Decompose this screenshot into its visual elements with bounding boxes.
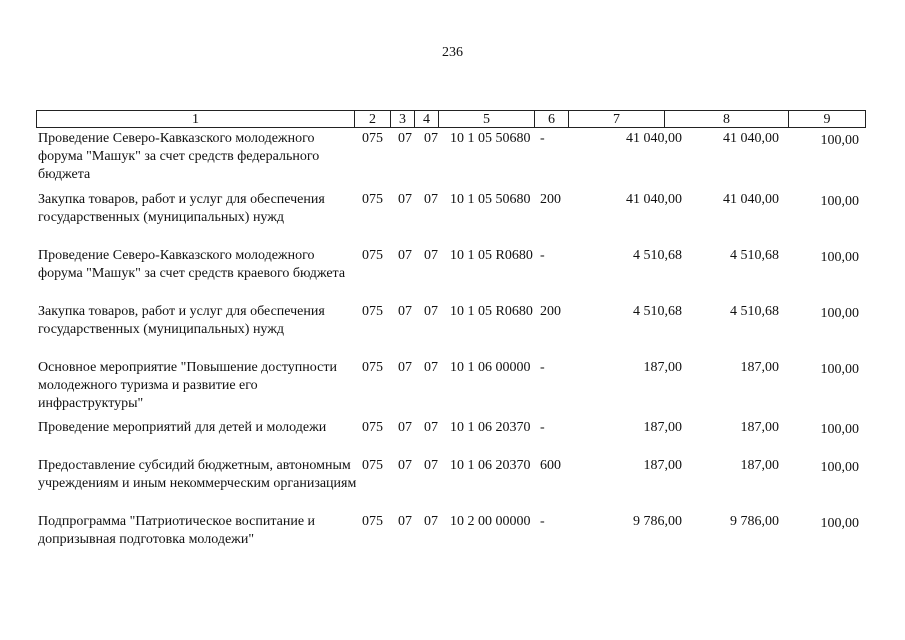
row-col-4: 07 bbox=[424, 304, 438, 319]
row-col-9: 100,00 bbox=[820, 306, 859, 321]
row-col-7: 41 040,00 bbox=[626, 131, 682, 146]
row-name: Проведение Северо-Кавказского молодежного форума "Машук" за счет средств краевого бюджета bbox=[38, 248, 346, 281]
row-col-3: 07 bbox=[398, 458, 412, 473]
header-col-5: 5 bbox=[439, 111, 535, 127]
row-col-6: - bbox=[540, 420, 545, 435]
row-col-4: 07 bbox=[424, 192, 438, 207]
row-col-5: 10 1 06 20370 bbox=[450, 458, 531, 473]
header-col-1: 1 bbox=[37, 111, 355, 127]
row-col-4: 07 bbox=[424, 420, 438, 435]
row-col-9: 100,00 bbox=[820, 460, 859, 475]
row-col-5: 10 1 05 R0680 bbox=[450, 304, 533, 319]
row-col-7: 187,00 bbox=[643, 360, 682, 375]
row-col-6: - bbox=[540, 514, 545, 529]
row-col-4: 07 bbox=[424, 458, 438, 473]
row-col-8: 187,00 bbox=[740, 420, 779, 435]
row-col-3: 07 bbox=[398, 304, 412, 319]
row-col-5: 10 1 06 20370 bbox=[450, 420, 531, 435]
row-col-6: 200 bbox=[540, 304, 561, 319]
row-name: Основное мероприятие "Повышение доступности молодежного туризма и развитие его инфраструктуры" bbox=[38, 360, 337, 411]
row-col-6: - bbox=[540, 248, 545, 263]
row-col-8: 4 510,68 bbox=[730, 248, 779, 263]
header-col-6: 6 bbox=[535, 111, 569, 127]
row-col-2: 075 bbox=[362, 360, 383, 375]
row-col-3: 07 bbox=[398, 192, 412, 207]
row-name: Закупка товаров, работ и услуг для обеспечения государственных (муниципальных) нужд bbox=[38, 304, 325, 337]
row-col-5: 10 1 05 50680 bbox=[450, 192, 531, 207]
row-col-4: 07 bbox=[424, 131, 438, 146]
row-col-5: 10 1 05 R0680 bbox=[450, 248, 533, 263]
row-col-7: 187,00 bbox=[643, 458, 682, 473]
row-name: Подпрограмма "Патриотическое воспитание и допризывная подготовка молодежи" bbox=[38, 514, 316, 547]
row-name: Проведение мероприятий для детей и молодежи bbox=[38, 420, 327, 435]
table-header bbox=[36, 110, 866, 128]
row-col-9: 100,00 bbox=[820, 133, 859, 148]
row-col-3: 07 bbox=[398, 514, 412, 529]
row-col-4: 07 bbox=[424, 360, 438, 375]
header-col-7: 7 bbox=[569, 111, 665, 127]
header-col-4: 4 bbox=[415, 111, 439, 127]
row-col-6: - bbox=[540, 131, 545, 146]
row-col-7: 4 510,68 bbox=[633, 304, 682, 319]
header-col-3: 3 bbox=[391, 111, 415, 127]
page-number: 236 bbox=[442, 45, 463, 60]
row-col-8: 9 786,00 bbox=[730, 514, 779, 529]
row-col-5: 10 1 05 50680 bbox=[450, 131, 531, 146]
row-name: Предоставление субсидий бюджетным, автономным учреждениям и иным некоммерческим организациям bbox=[38, 458, 357, 491]
row-col-3: 07 bbox=[398, 131, 412, 146]
row-col-3: 07 bbox=[398, 248, 412, 263]
row-col-7: 9 786,00 bbox=[633, 514, 682, 529]
row-col-8: 187,00 bbox=[740, 360, 779, 375]
row-name: Закупка товаров, работ и услуг для обеспечения государственных (муниципальных) нужд bbox=[38, 192, 325, 225]
header-col-8: 8 bbox=[665, 111, 789, 127]
row-col-2: 075 bbox=[362, 420, 383, 435]
row-col-8: 41 040,00 bbox=[723, 131, 779, 146]
row-col-2: 075 bbox=[362, 514, 383, 529]
row-col-4: 07 bbox=[424, 248, 438, 263]
row-col-5: 10 1 06 00000 bbox=[450, 360, 531, 375]
row-col-9: 100,00 bbox=[820, 516, 859, 531]
row-col-9: 100,00 bbox=[820, 362, 859, 377]
row-col-8: 187,00 bbox=[740, 458, 779, 473]
row-col-6: 200 bbox=[540, 192, 561, 207]
row-col-2: 075 bbox=[362, 131, 383, 146]
row-col-2: 075 bbox=[362, 458, 383, 473]
row-col-9: 100,00 bbox=[820, 422, 859, 437]
row-col-7: 187,00 bbox=[643, 420, 682, 435]
row-col-4: 07 bbox=[424, 514, 438, 529]
row-col-7: 41 040,00 bbox=[626, 192, 682, 207]
row-col-8: 41 040,00 bbox=[723, 192, 779, 207]
row-col-6: - bbox=[540, 360, 545, 375]
row-col-9: 100,00 bbox=[820, 250, 859, 265]
row-col-3: 07 bbox=[398, 420, 412, 435]
row-name: Проведение Северо-Кавказского молодежного форума "Машук" за счет средств федерального бюджета bbox=[38, 131, 320, 182]
row-col-6: 600 bbox=[540, 458, 561, 473]
row-col-2: 075 bbox=[362, 192, 383, 207]
row-col-3: 07 bbox=[398, 360, 412, 375]
row-col-2: 075 bbox=[362, 248, 383, 263]
row-col-8: 4 510,68 bbox=[730, 304, 779, 319]
row-col-9: 100,00 bbox=[820, 194, 859, 209]
row-col-7: 4 510,68 bbox=[633, 248, 682, 263]
header-col-9: 9 bbox=[823, 112, 831, 127]
row-col-5: 10 2 00 00000 bbox=[450, 514, 531, 529]
header-col-2: 2 bbox=[355, 111, 391, 127]
row-col-2: 075 bbox=[362, 304, 383, 319]
